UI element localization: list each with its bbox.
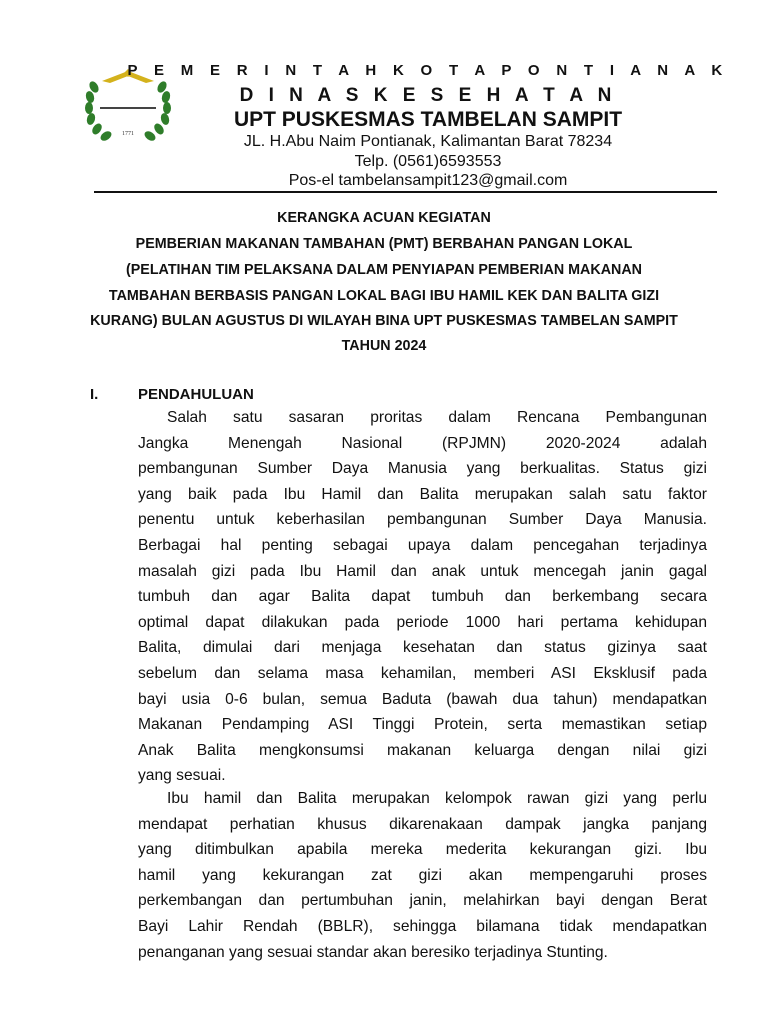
- paragraph-line: penentu untuk keberhasilan pembangunan Sumber Daya Manusia.: [138, 511, 707, 529]
- header-department: D I N A S K E S E H A T A N: [239, 85, 617, 106]
- header-address: JL. H.Abu Naim Pontianak, Kalimantan Barat 78234: [243, 133, 613, 150]
- paragraph-line: yang baik pada Ibu Hamil dan Balita merupakan salah satu faktor: [138, 485, 707, 503]
- paragraph-line: Salah satu sasaran proritas dalam Rencana Pembangunan: [167, 409, 707, 426]
- paragraph-line: bayi usia 0-6 bulan, semua Baduta (bawah dua tahun) mendapatkan: [138, 690, 707, 708]
- paragraph-line: yang sesuai.: [138, 767, 226, 785]
- doc-title-line: TAMBAHAN BERBASIS PANGAN LOKAL BAGI IBU HAMIL KEK DAN BALITA GIZI: [108, 288, 660, 304]
- paragraph-line: penanganan yang sesuai standar akan beresiko terjadinya Stunting.: [138, 943, 608, 961]
- paragraph-line: perkembangan dan pertumbuhan janin, melahirkan bayi dengan Berat: [138, 892, 707, 910]
- section-number: I.: [90, 386, 99, 403]
- paragraph-line: pembangunan Sumber Daya Manusia yang berkualitas. Status gizi: [138, 460, 707, 478]
- paragraph-line: Balita, dimulai dari menjaga kesehatan dan status gizinya saat: [138, 639, 707, 657]
- doc-title-line: PEMBERIAN MAKANAN TAMBAHAN (PMT) BERBAHAN PANGAN LOKAL: [135, 236, 633, 252]
- header-divider: [94, 191, 717, 193]
- header-email: Pos-el tambelansampit123@gmail.com: [288, 172, 568, 189]
- paragraph-line: sebelum dan selama masa kehamilan, memberi ASI Eksklusif pada: [138, 664, 707, 682]
- paragraph-line: Ibu hamil dan Balita merupakan kelompok rawan gizi yang perlu: [167, 790, 707, 807]
- doc-title-line: (PELATIHAN TIM PELAKSANA DALAM PENYIAPAN PEMBERIAN MAKANAN: [125, 262, 642, 278]
- paragraph-line: Berbagai hal penting sebagai upaya dalam pencegahan terjadinya: [138, 536, 707, 554]
- doc-title-line: KERANGKA ACUAN KEGIATAN: [277, 210, 491, 226]
- paragraph-risk-groups: [138, 786, 707, 965]
- paragraph-intro: [138, 405, 707, 789]
- header-government: P E M E R I N T A H K O T A P O N T I A N A K: [127, 62, 729, 79]
- paragraph-line: Anak Balita mengkonsumsi makanan keluarga dengan nilai gizi: [138, 741, 707, 759]
- doc-title-line: KURANG) BULAN AGUSTUS DI WILAYAH BINA UPT PUSKESMAS TAMBELAN SAMPIT: [90, 313, 678, 329]
- header-institution: UPT PUSKESMAS TAMBELAN SAMPIT: [233, 108, 623, 131]
- paragraph-line: yang ditimbulkan apabila mereka mederita kekurangan gizi. Ibu: [138, 841, 707, 859]
- paragraph-line: hamil yang kekurangan zat gizi akan mempengaruhi proses: [138, 866, 707, 884]
- paragraph-line: Jangka Menengah Nasional (RPJMN) 2020-2024 adalah: [138, 434, 707, 452]
- logo-year: 1771: [122, 131, 134, 137]
- paragraph-line: Bayi Lahir Rendah (BBLR), sehingga bilamana tidak mendapatkan: [138, 917, 707, 935]
- section-title: PENDAHULUAN: [138, 386, 254, 403]
- doc-title-line: TAHUN 2024: [341, 338, 427, 354]
- paragraph-line: mendapat perhatian khusus dikarenakaan dampak jangka panjang: [138, 815, 707, 833]
- paragraph-line: tumbuh dan agar Balita dapat tumbuh dan berkembang secara: [138, 588, 707, 606]
- paragraph-line: Makanan Pendamping ASI Tinggi Protein, serta memastikan setiap: [138, 716, 707, 734]
- header-phone: Telp. (0561)6593553: [354, 153, 502, 170]
- paragraph-line: optimal dapat dilakukan pada periode 1000 hari pertama kehidupan: [138, 613, 707, 631]
- paragraph-line: masalah gizi pada Ibu Hamil dan anak untuk mencegah janin gagal: [138, 562, 707, 580]
